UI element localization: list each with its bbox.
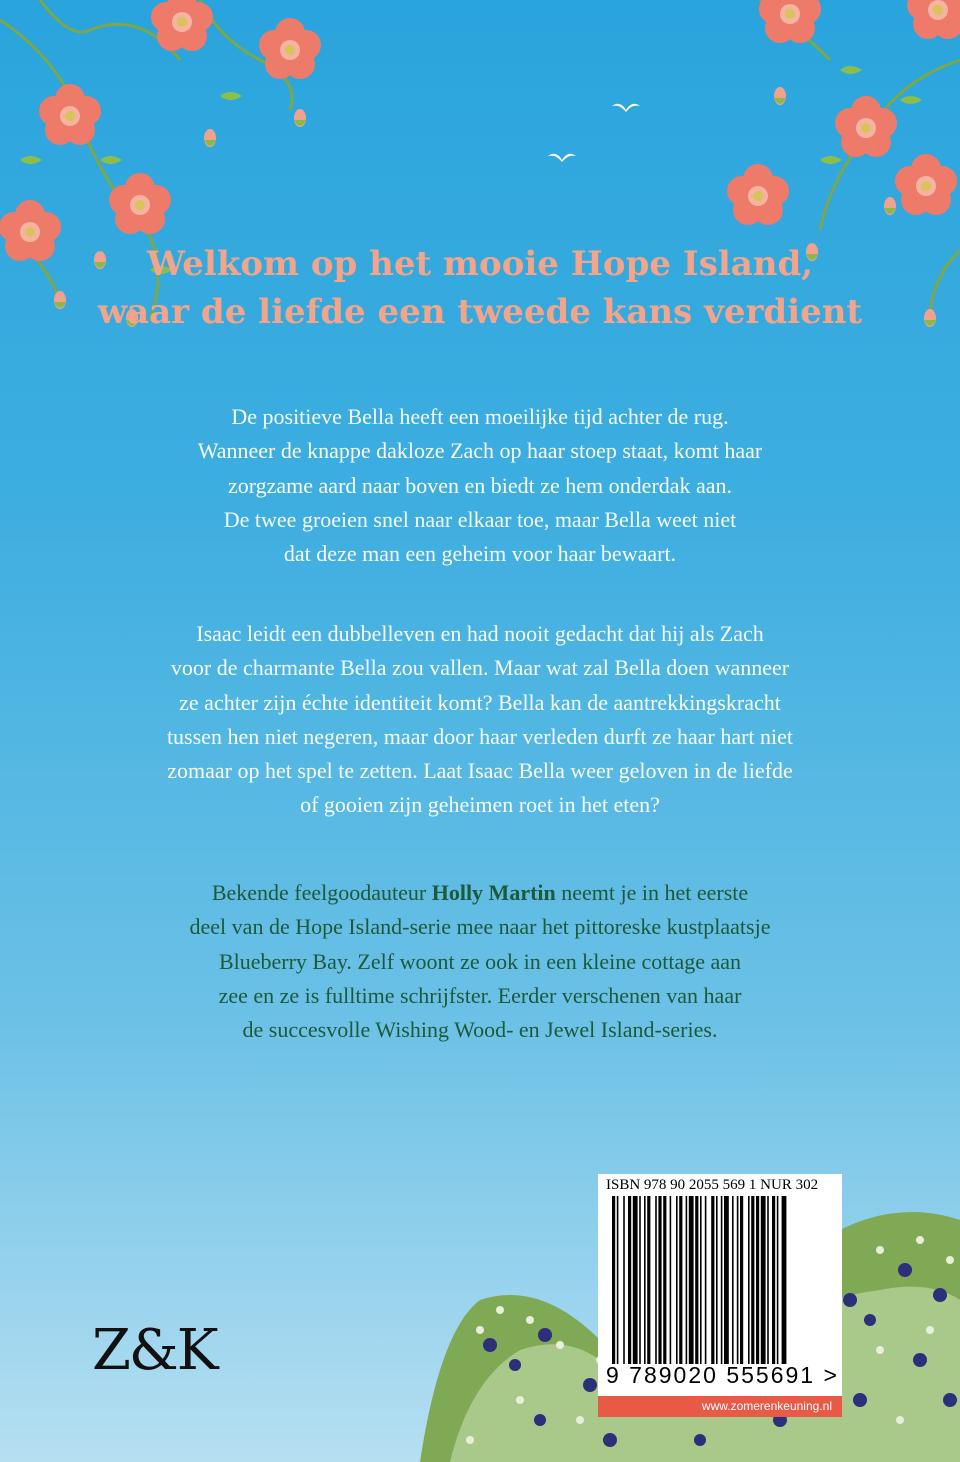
isbn-text: ISBN 978 90 2055 569 1 NUR 302	[606, 1177, 819, 1193]
blurb-paragraph-2	[100, 617, 860, 823]
publisher-url: www.zomerenkeuning.nl	[701, 1399, 832, 1413]
author-line	[100, 876, 860, 910]
leaf-icon	[820, 156, 842, 164]
blurb-line: dat deze man een geheim voor haar bewaart.	[283, 541, 677, 567]
leaf-icon	[100, 156, 122, 164]
seagull-icon	[548, 154, 576, 162]
hibiscus-flower-icon	[39, 84, 101, 145]
hibiscus-flower-icon	[109, 173, 171, 234]
flower-bud-icon	[294, 109, 306, 127]
flower-bud-icon	[774, 87, 786, 105]
hibiscus-flower-icon	[259, 18, 321, 79]
hibiscus-flower-icon	[727, 164, 789, 225]
tagline-line: waar de liefde een tweede kans verdient	[97, 292, 863, 332]
publisher-logo: Z&K	[92, 1318, 217, 1383]
blurb-line: zomaar op het spel te zetten. Laat Isaac Bella weer geloven in de liefde	[167, 758, 793, 784]
blurb-line: of gooien zijn geheimen roet in het eten?	[300, 792, 660, 818]
author-prefix: Bekende feelgoodauteur	[211, 880, 432, 905]
leaf-icon	[900, 96, 922, 104]
seagull-icon	[612, 104, 640, 112]
author-name: Holly Martin	[431, 880, 556, 905]
hibiscus-flower-icon	[151, 0, 213, 51]
author-line: zee en ze is fulltime schrijfster. Eerder verschenen van haar	[218, 982, 742, 1008]
author-line: Blueberry Bay. Zelf woont ze ook in een kleine cottage aan	[218, 948, 742, 974]
blurb-line: Isaac leidt een dubbelleven en had nooit gedacht dat hij als Zach	[196, 621, 764, 646]
hibiscus-flower-icon	[907, 0, 960, 39]
blurb-line: voor de charmante Bella zou vallen. Maar wat zal Bella doen wanneer	[170, 655, 790, 681]
leaf-icon	[840, 66, 862, 74]
isbn-barcode-block	[598, 1174, 842, 1417]
blurb-line: De twee groeien snel naar elkaar toe, maar Bella weet niet	[223, 506, 737, 532]
publisher-url-bar	[598, 1396, 842, 1417]
blurb-line: tussen hen niet negeren, maar door haar verleden durft ze haar hart niet	[166, 723, 794, 749]
author-paragraph	[100, 876, 860, 1047]
hibiscus-flower-icon	[759, 0, 821, 43]
leaf-icon	[220, 92, 242, 100]
flower-bud-icon	[204, 129, 216, 147]
author-line: deel van de Hope Island-serie mee naar het pittoreske kustplaatsje	[189, 914, 771, 940]
barcode-icon	[612, 1196, 828, 1364]
author-suffix: neemt je in het eerste	[555, 880, 749, 905]
blurb-line: ze achter zijn échte identiteit komt? Bella kan de aantrekkingskracht	[179, 689, 781, 715]
author-line: de succesvolle Wishing Wood- en Jewel Island-series.	[242, 1017, 718, 1043]
hibiscus-flower-icon	[895, 154, 957, 215]
barcode-digits: 9 789020 555691 >	[606, 1362, 839, 1388]
flower-bud-icon	[884, 197, 896, 215]
leaf-icon	[20, 156, 42, 164]
blurb-line: De positieve Bella heeft een moeilijke tijd achter de rug.	[231, 404, 729, 429]
blurb-paragraph-1	[100, 400, 860, 571]
tagline	[0, 240, 960, 336]
blurb-line: Wanneer de knappe dakloze Zach op haar stoep staat, komt haar	[197, 438, 763, 464]
tagline-line: Welkom op het mooie Hope Island,	[146, 244, 814, 284]
blurb-line: zorgzame aard naar boven en biedt ze hem onderdak aan.	[227, 472, 733, 498]
